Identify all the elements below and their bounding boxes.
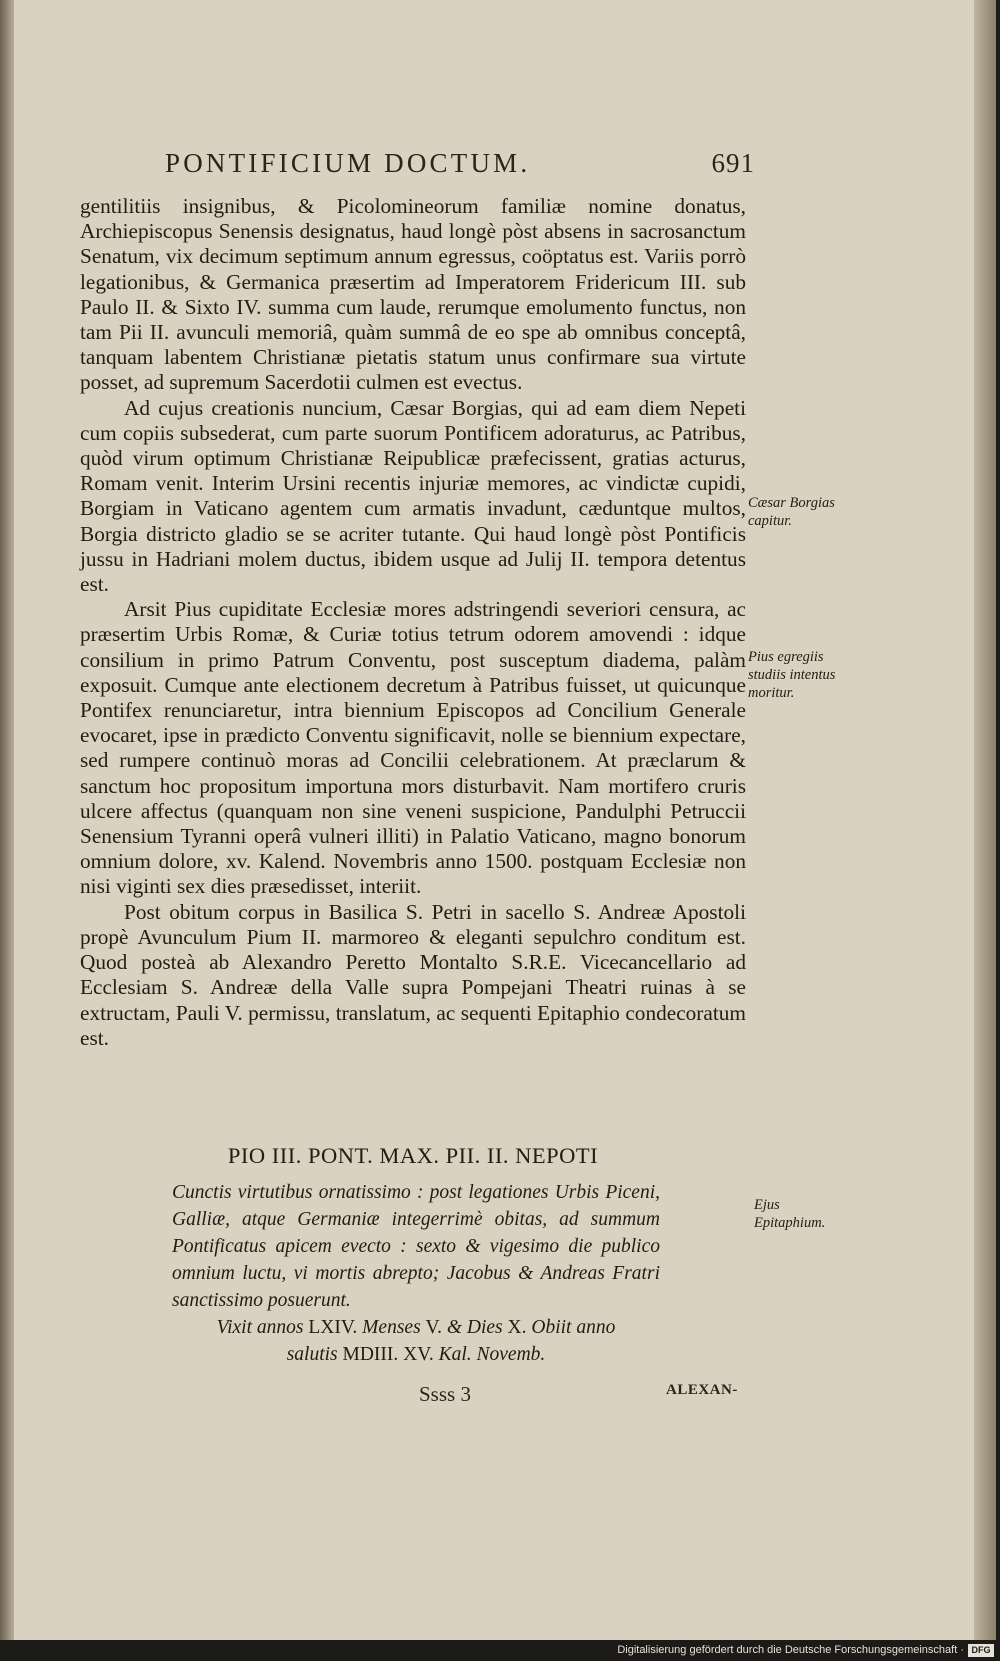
- epitaph-numeral: V.: [425, 1317, 442, 1338]
- epitaph-numeral: LXIV.: [308, 1317, 358, 1338]
- epitaph-numeral: MDIII. XV.: [342, 1344, 434, 1365]
- page-edge: [974, 0, 996, 1640]
- epitaph-body: Cunctis virtutibus ornatissimo : post legationes Urbis Piceni, Galliæ, atque Germaniæ integerrimè obitas, ad summum Pontificatus apicem evecto : sexto & vigesimo die publico omnium luctu, vi mortis abrepto; Jacobus & Andreas Fratri sanctissimo posuerunt.: [172, 1182, 660, 1311]
- paragraph-2: Ad cujus creationis nuncium, Cæsar Borgias, qui ad eam diem Nepeti cum copiis subsederat, cum parte suorum Pontificem adoraturus, ac Patribus, quòd virum optimum Christianæ Reipublicæ præfecissent, gratias acturus, Romam venit. Interim Ursini recentis injuriæ memores, ac vindictæ cupidi, Borgiam in Vaticano agentem cum armatis invadunt, cæduntque multos, Borgia districto gladio se se acriter tutante. Qui haud longè pòst Pontificis jussu in Hadriani molem ductus, ibidem usque ad Julij II. tempora detentus est.: [80, 395, 746, 597]
- catchword: ALEXAN-: [666, 1382, 738, 1398]
- signature-mark: Ssss 3: [419, 1382, 471, 1406]
- running-head: [165, 148, 755, 188]
- epitaph: [172, 1179, 660, 1368]
- page-gutter: [0, 0, 14, 1640]
- epitaph-text: Vixit annos: [216, 1317, 304, 1338]
- epitaph-text: salutis: [286, 1344, 338, 1365]
- epitaph-heading: PIO III. PONT. MAX. PII. II. NEPOTI: [227, 1143, 599, 1168]
- marginal-note-pius: Pius egregiis studiis intentus moritur.: [748, 649, 836, 701]
- body-text: [80, 194, 746, 1051]
- footer-credit: Digitalisierung gefördert durch die Deutsche Forschungsgemeinschaft ·: [617, 1644, 964, 1656]
- epitaph-numeral: X.: [507, 1317, 527, 1338]
- page-number: 691: [711, 148, 755, 178]
- paragraph-1: gentilitiis insignibus, & Picolomineorum familiæ nomine donatus, Archiepiscopus Senensis designatus, haud longè pòst absens in sacrosanctum Senatum, vix decimum septimum annum egressus, coöptatus est. Variis porrò legationibus, & Germanica præsertim ad Imperatorem Fridericum III. sub Paulo II. & Sixto IV. summa cum laude, rerumque emolumento functus, non tam Pii II. avunculi memoriâ, quàm summâ de eo spe ab omnibus conceptâ, tanquam labentem Christianæ pietatis statum unus confirmare sua virtute posset, ad supremum Sacerdotii culmen est evectus.: [80, 194, 746, 395]
- epitaph-text: Menses: [362, 1317, 421, 1338]
- epitaph-line-salutis: [172, 1341, 660, 1368]
- running-title: PONTIFICIUM DOCTUM.: [165, 148, 531, 178]
- epitaph-text: Kal. Novemb.: [438, 1344, 546, 1365]
- epitaph-text: & Dies: [446, 1317, 503, 1338]
- dfg-logo: DFG: [968, 1644, 994, 1657]
- epitaph-text: Obiit anno: [531, 1317, 616, 1338]
- digitization-footer: [0, 1640, 1000, 1661]
- marginal-note-epitaph: Ejus Epitaphium.: [754, 1197, 826, 1231]
- paragraph-4: Post obitum corpus in Basilica S. Petri in sacello S. Andreæ Apostoli propè Avunculum Pium II. marmoreo & eleganti sepulchro conditum est. Quod posteà ab Alexandro Peretto Montalto S.R.E. Vicecancellario ad Ecclesiam S. Andreæ della Valle supra Pompejani Theatri ruinas à se extructam, Pauli V. permissu, translatum, ac sequenti Epitaphio condecoratum est.: [80, 899, 746, 1050]
- paragraph-3: Arsit Pius cupiditate Ecclesiæ mores adstringendi severiori censura, ac præsertim Urbis Romæ, & Curiæ totius tetrum odorem amovendi : idque consilium in primo Patrum Conventu, post susceptum diadema, palàm exposuit. Cumque ante electionem decretum à Patribus fuisset, ut quicunque Pontifex renunciaretur, intra biennium Episcopos ad Concilium Generale evocaret, ipse in prædicto Conventu significavit, nolle se biennium expectare, sed rumpere continuò moras ad Concilii celebrationem. At præclarum & sanctum hoc propositum importuna mors disturbavit. Nam mortifero cruris ulcere affectus (quanquam non sine veneni suspicione, Pandulphi Petruccii Senensium Tyranni operâ vulneri illiti) in Palatio Vaticano, magno bonorum omnium dolore, xv. Kalend. Novembris anno 1500. postquam Ecclesiæ non nisi viginti sex dies præsedisset, interiit.: [80, 597, 746, 899]
- marginal-note-borgia: Cæsar Borgias capitur.: [748, 495, 835, 529]
- epitaph-line-vixit: [172, 1314, 660, 1341]
